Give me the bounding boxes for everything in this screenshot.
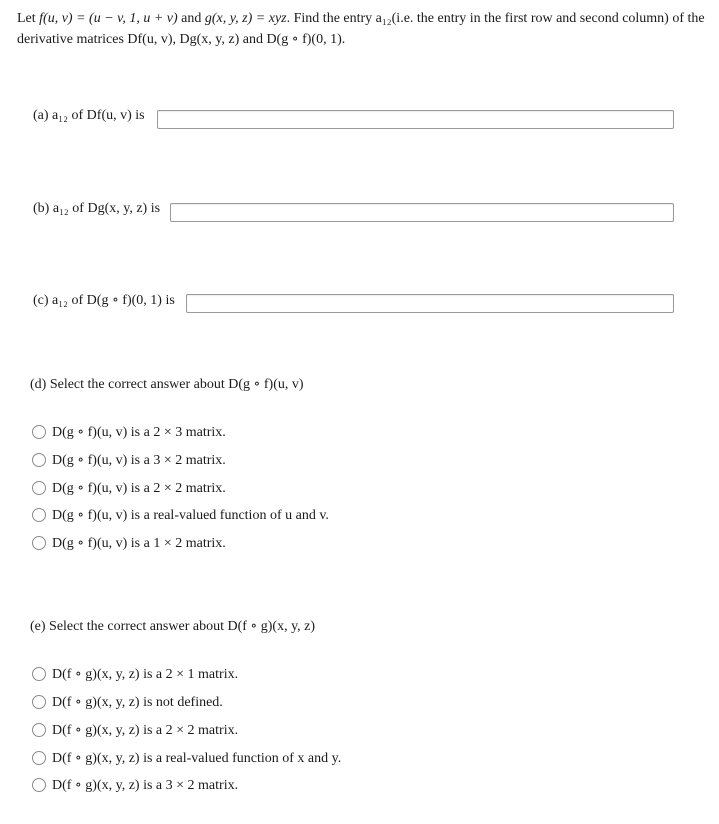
option-label: D(g ∘ f)(u, v) is a real-valued function of u and v. [52, 507, 329, 523]
option-d-2[interactable] [32, 450, 226, 470]
problem-statement: Let f(u, v) = (u − v, 1, u + v) and g(x, y, z) = xyz. Find the entry a₁₂(i.e. the entry in the first row and second column) of the derivative matrices Df(u, v), Dg(x, y, z) and D(g ∘ f)(0, 1). [17, 11, 705, 47]
g-definition: g(x, y, z) = xyz [204, 11, 287, 26]
part-b-label: (b) a₁₂ of Dg(x, y, z) is [33, 201, 161, 216]
radio-button[interactable] [32, 481, 46, 495]
option-label: D(f ∘ g)(x, y, z) is a 3 × 2 matrix. [52, 777, 239, 793]
option-label: D(f ∘ g)(x, y, z) is a 2 × 2 matrix. [52, 722, 239, 738]
radio-button[interactable] [32, 536, 46, 550]
radio-button[interactable] [32, 453, 46, 467]
part-c-answer-input[interactable] [186, 294, 674, 313]
radio-button[interactable] [32, 425, 46, 439]
option-e-1[interactable] [32, 664, 238, 684]
radio-button[interactable] [32, 778, 46, 792]
part-b-answer-input[interactable] [170, 203, 674, 222]
radio-button[interactable] [32, 695, 46, 709]
option-label: D(g ∘ f)(u, v) is a 2 × 2 matrix. [52, 480, 226, 496]
section-e-heading: (e) Select the correct answer about D(f ∘ g)(x, y, z) [30, 619, 316, 634]
option-e-3[interactable] [32, 720, 238, 740]
section-d-heading: (d) Select the correct answer about D(g ∘ f)(u, v) [30, 377, 304, 392]
option-e-4[interactable] [32, 748, 341, 768]
option-d-5[interactable] [32, 533, 226, 553]
part-a-label: (a) a₁₂ of Df(u, v) is [33, 108, 145, 123]
radio-button[interactable] [32, 751, 46, 765]
option-d-4[interactable] [32, 505, 329, 525]
part-c-label: (c) a₁₂ of D(g ∘ f)(0, 1) is [33, 293, 175, 308]
option-label: D(g ∘ f)(u, v) is a 3 × 2 matrix. [52, 452, 226, 468]
option-e-2[interactable] [32, 692, 223, 712]
radio-button[interactable] [32, 508, 46, 522]
option-d-1[interactable] [32, 422, 226, 442]
option-label: D(g ∘ f)(u, v) is a 1 × 2 matrix. [52, 535, 226, 551]
problem-instruction: Find the entry a₁₂(i.e. the entry in the first row and second column) of the derivative matrices Df(u, v), Dg(x, y, z) and D(g ∘ f)(0, 1). [17, 11, 705, 47]
option-label: D(f ∘ g)(x, y, z) is not defined. [52, 694, 223, 710]
part-a-answer-input[interactable] [157, 110, 674, 129]
radio-button[interactable] [32, 667, 46, 681]
option-d-3[interactable] [32, 478, 226, 498]
option-label: D(g ∘ f)(u, v) is a 2 × 3 matrix. [52, 424, 226, 440]
option-label: D(f ∘ g)(x, y, z) is a 2 × 1 matrix. [52, 666, 239, 682]
option-label: D(f ∘ g)(x, y, z) is a real-valued function of x and y. [52, 750, 342, 766]
option-e-5[interactable] [32, 775, 238, 795]
radio-button[interactable] [32, 723, 46, 737]
f-definition: f(u, v) = (u − v, 1, u + v) [39, 11, 178, 26]
